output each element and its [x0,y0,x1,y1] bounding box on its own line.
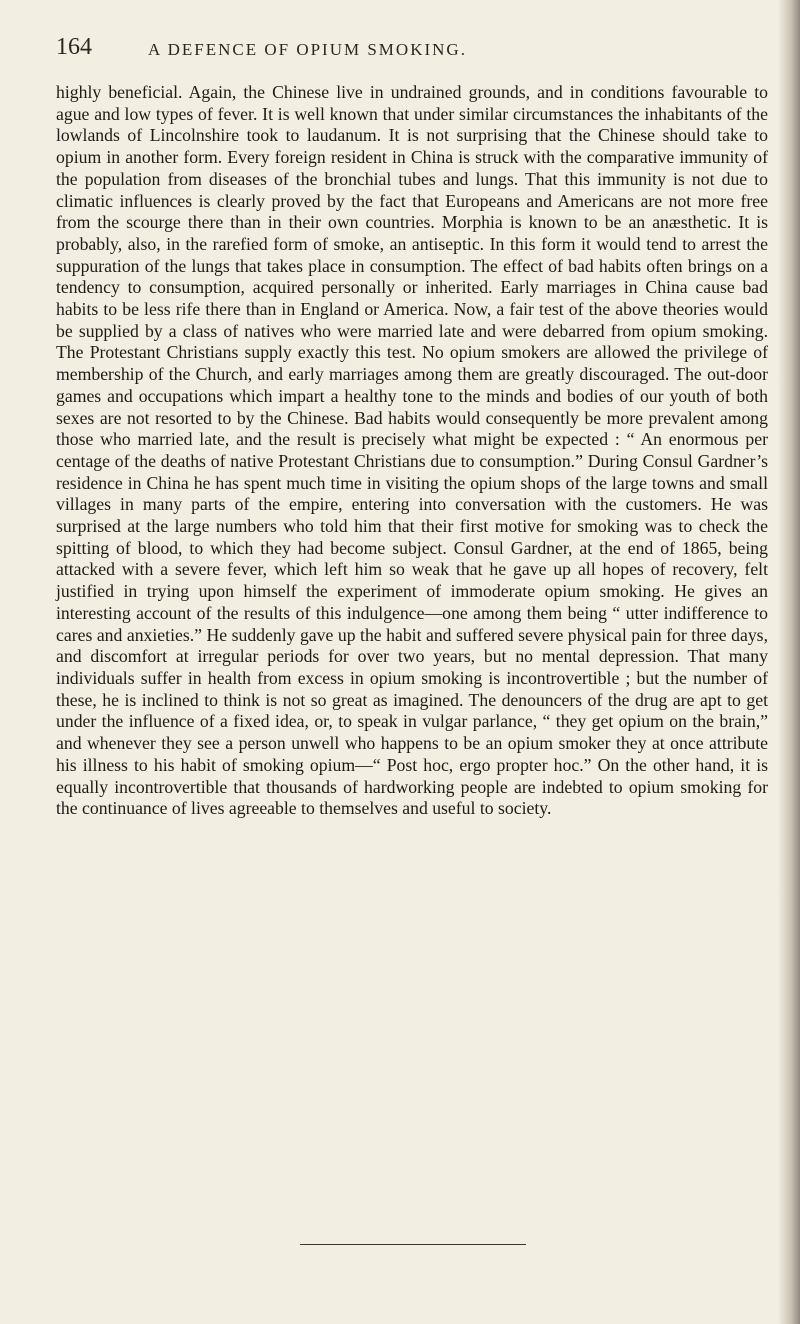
page-header [56,28,756,68]
body-text [56,82,768,820]
binding-shadow [778,0,800,1324]
body-paragraph: highly beneficial. Again, the Chinese live in undrained grounds, and in conditions favourable to ague and low types of fever. It is well known that under similar circumstances the inhabitants of the lowlands of Lincolnshire took to laudanum. It is not surprising that the Chinese should take to opium in another form. Every foreign resident in China is struck with the comparative immunity of the population from diseases of the bronchial tubes and lungs. That this immunity is not due to climatic influences is clearly proved by the fact that Europeans and Americans are not more free from the scourge there than in their own countries. Morphia is known to be an anæsthetic. It is probably, also, in the rarefied form of smoke, an antiseptic. In this form it would tend to arrest the suppuration of the lungs that takes place in consumption. The effect of bad habits often brings on a tendency to consumption, acquired personally or inherited. Early marriages in China cause bad habits to be less rife there than in England or America. Now, a fair test of the above theories would be supplied by a class of natives who were married late and were debarred from opium smoking. The Protestant Christians supply exactly this test. No opium smokers are allowed the privilege of membership of the Church, and early marriages among them are greatly discouraged. The out-door games and occupations which impart a healthy tone to the minds and bodies of our youth of both sexes are not resorted to by the Chinese. Bad habits would consequently be more prevalent among those who married late, and the result is precisely what might be expected : “ An enormous per centage of the deaths of native Protestant Christians due to consumption.” During Consul Gardner’s residence in China he has spent much time in visiting the opium shops of the large towns and small villages in many parts of the empire, entering into conversation with the customers. He was surprised at the large numbers who told him that their first motive for smoking was to check the spitting of blood, to which they had become subject. Consul Gardner, at the end of 1865, being attacked with a severe fever, which left him so weak that he gave up all hopes of recovery, felt justified in trying upon himself the experiment of immoderate opium smoking. He gives an interesting account of the results of this indulgence—one among them being “ utter indifference to cares and anxieties.” He suddenly gave up the habit and suffered severe physical pain for three days, and discomfort at irregular periods for over two years, but no mental depression. That many individuals suffer in health from excess in opium smoking is incontrovertible ; but the number of these, he is inclined to think is not so great as imagined. The denouncers of the drug are apt to get under the influence of a fixed idea, or, to speak in vulgar parlance, “ they get opium on the brain,” and whenever they see a person unwell who happens to be an opium smoker they at once attribute his illness to his habit of smoking opium—“ Post hoc, ergo propter hoc.” On the other hand, it is equally incontrovertible that thousands of hardworking people are indebted to opium smoking for the continuance of lives agreeable to themselves and useful to society. [56,82,768,819]
running-title: A DEFENCE OF OPIUM SMOKING. [148,40,467,59]
closing-rule [300,1244,526,1245]
page-number: 164 [56,34,92,60]
